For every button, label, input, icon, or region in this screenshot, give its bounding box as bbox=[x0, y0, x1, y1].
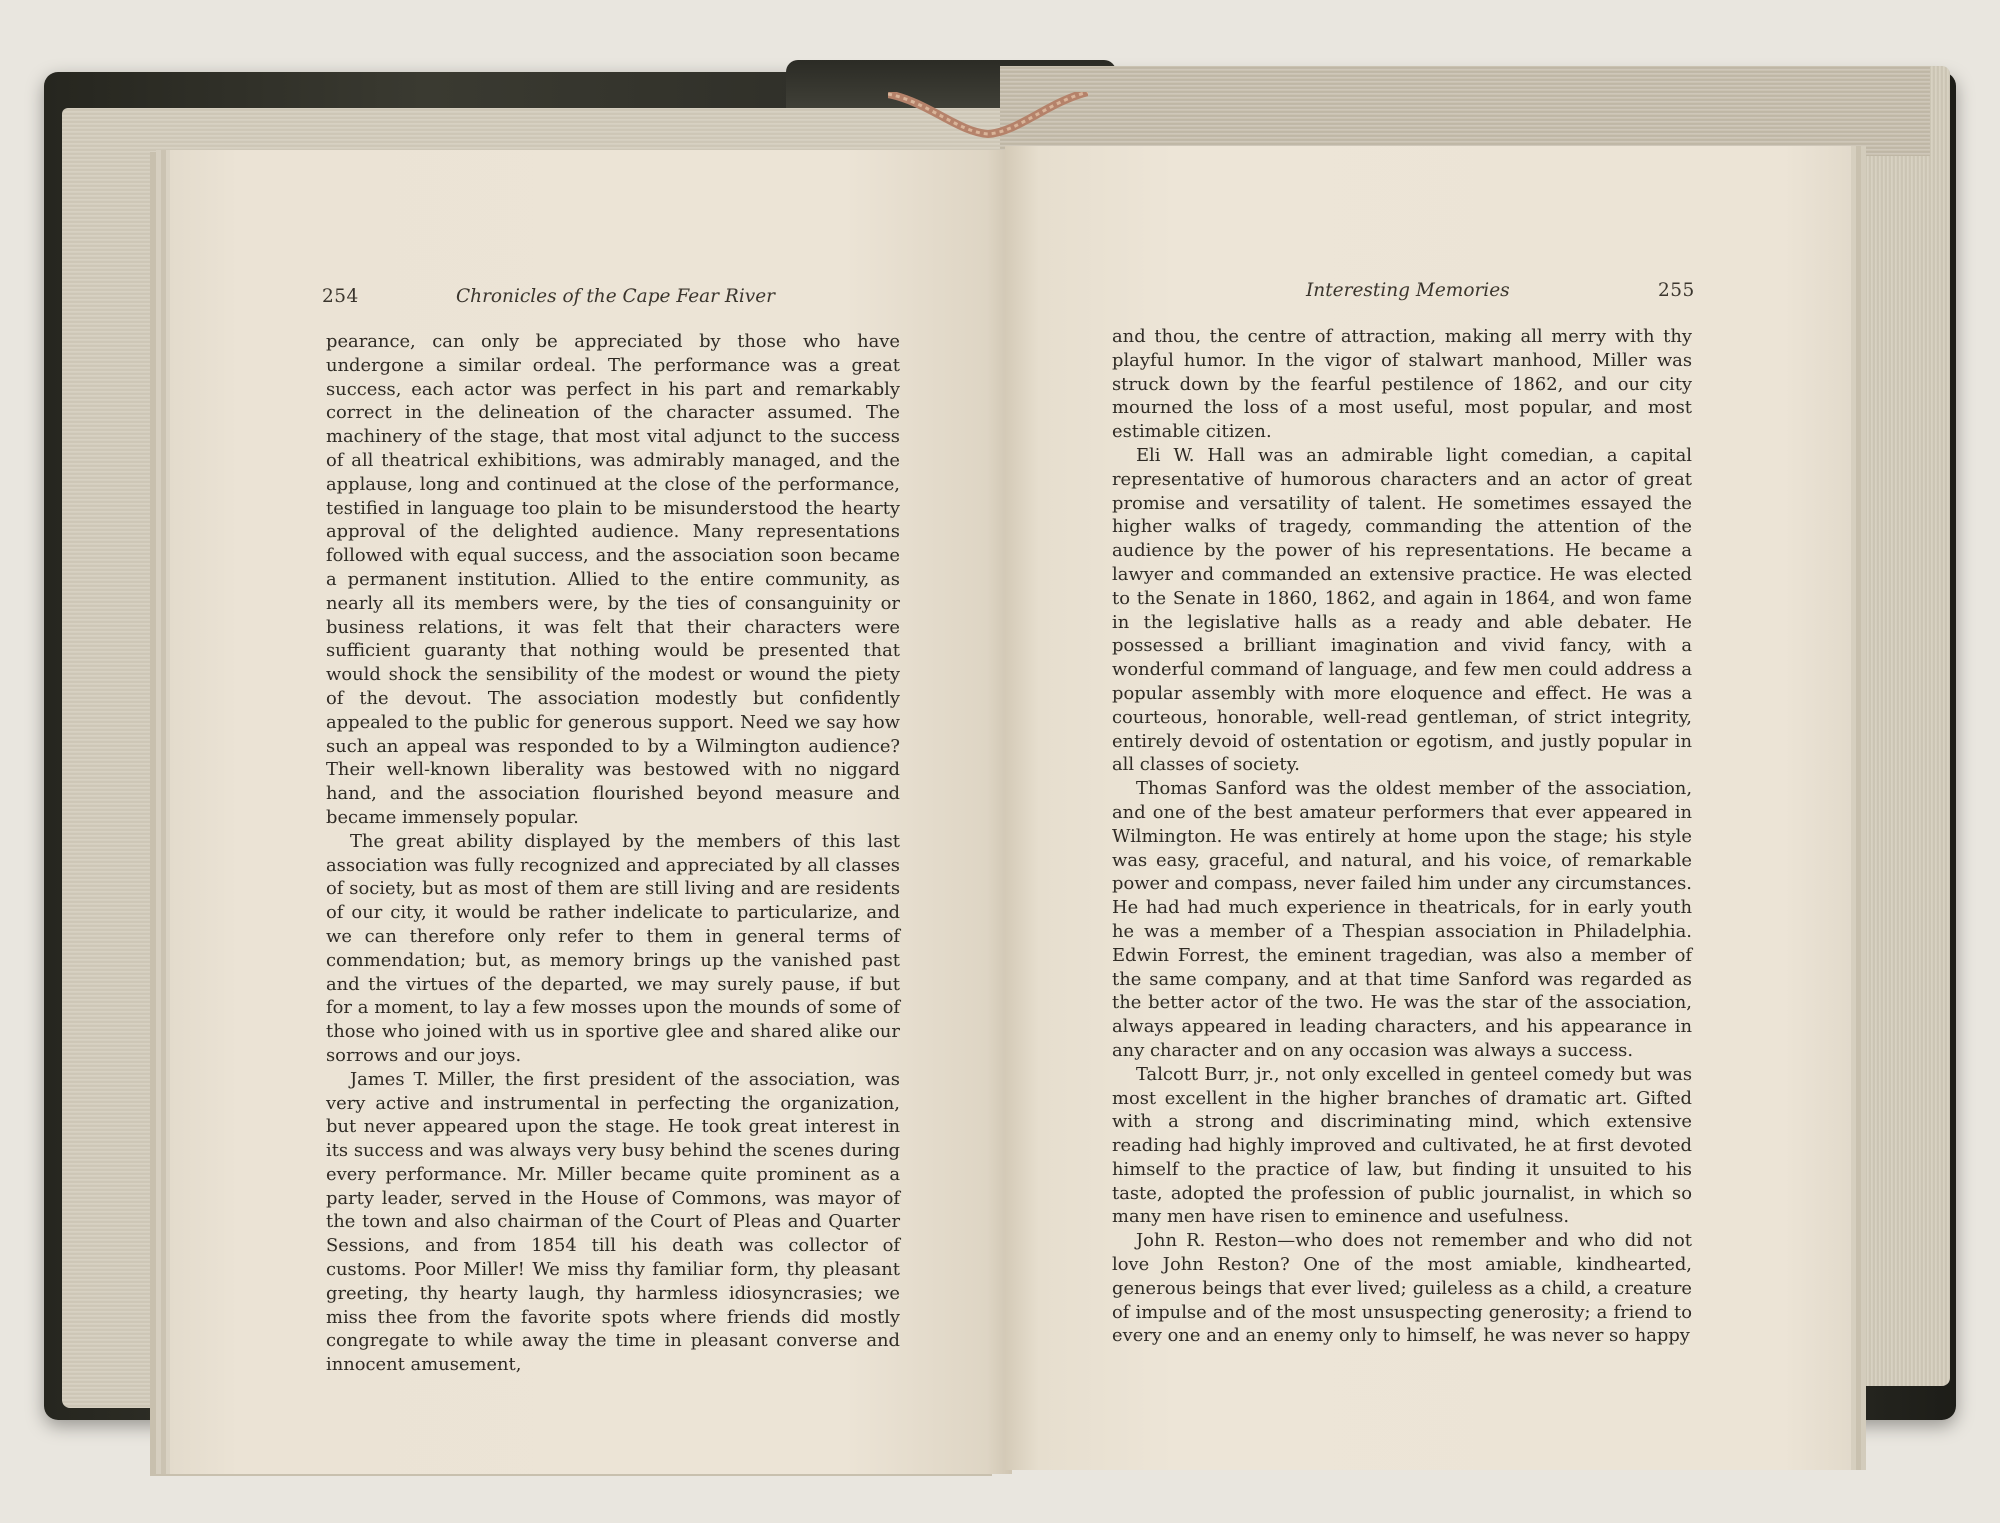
paragraph: Talcott Burr, jr., not only excelled in genteel comedy but was most excellent in the higher branches of dramatic art. Gifted with a strong and discriminating mind, which extensive reading had highly improved and cultivated, he at first devoted himself to the practice of law, but finding it unsuited to his taste, adopted the profession of public journalist, in which so many men have risen to eminence and usefulness. bbox=[1112, 1063, 1692, 1228]
paragraph: pearance, can only be appreciated by those who have undergone a similar ordeal. The performance was a great success, each actor was perfect in his part and remarkably correct in the delineation of the character assumed. The machinery of the stage, that most vital adjunct to the success of all theatrical exhibitions, was admirably managed, and the applause, long and continued at the close of the performance, testified in language too plain to be misunderstood the hearty approval of the delighted audience. Many representations followed with equal success, and the association soon became a permanent institution. Allied to the entire community, as nearly all its members were, by the ties of consanguinity or business relations, it was felt that their characters were sufficient guaranty that nothing would be presented that would shock the sensibility of the modest or wound the piety of the devout. The association modestly but confidently appealed to the public for generous support. Need we say how such an appeal was responded to by a Wilmington audience? Their well-known liberality was bestowed with no niggard hand, and the association flourished beyond measure and became immensely popular. bbox=[326, 331, 900, 828]
paragraph: John R. Reston—who does not remember and who did not love John Reston? One of the most amiable, kindhearted, generous beings that ever lived; guileless as a child, a creature of impulse and of the most unsuspecting generosity; a friend to every one and an enemy only to himself, he was never so happy bbox=[1112, 1230, 1692, 1347]
paragraph: The great ability displayed by the members of this last association was fully recognized and appreciated by all classes of society, but as most of them are still living and are residents of our city, it would be rather indelicate to particularize, and we can therefore only refer to them in general terms of commendation; but, as memory brings up the vanished past and the virtues of the departed, we may surely pause, if but for a moment, to lay a few mosses upon the mounds of some of those who joined with us in sportive glee and shared alike our sorrows and our joys. bbox=[326, 830, 900, 1066]
right-running-title: Interesting Memories bbox=[1306, 280, 1510, 301]
top-page-edges bbox=[1000, 66, 1930, 156]
paragraph: Thomas Sanford was the oldest member of the association, and one of the best amateur performers that ever appeared in Wilmington. He was entirely at home upon the stage; his style was easy, graceful, and natural, and his voice, of remarkable power and compass, never failed him under any circumstances. He had had much experience in theatricals, for in early youth he was a member of a Thespian association in Philadelphia. Edwin Forrest, the eminent tragedian, was also a member of the same company, and at that time Sanford was regarded as the better actor of the two. He was the star of the association, always appeared in leading characters, and his appearance in any character and on any occasion was always a success. bbox=[1112, 778, 1692, 1061]
right-page-body bbox=[1112, 325, 1692, 1348]
paragraph: Eli W. Hall was an admirable light comedian, a capital representative of humorous characters and an actor of great promise and versatility of talent. He sometimes essayed the higher walks of tragedy, commanding the attention of the audience by the power of his representations. He became a lawyer and commanded an extensive practice. He was elected to the Senate in 1860, 1862, and again in 1864, and won fame in the legislative halls as a ready and able debater. He possessed a brilliant imagination and vivid fancy, with a wonderful command of language, and few men could address a popular assembly with more eloquence and effect. He was a courteous, honorable, well-read gentleman, of strict integrity, entirely devoid of ostentation or egotism, and justly popular in all classes of society. bbox=[1112, 444, 1692, 776]
paragraph: and thou, the centre of attraction, making all merry with thy playful humor. In the vigor of stalwart manhood, Miller was struck down by the fearful pestilence of 1862, and our city mourned the loss of a most useful, most popular, and most estimable citizen. bbox=[1112, 326, 1692, 443]
paragraph: James T. Miller, the first president of the association, was very active and instrumental in perfecting the organization, but never appeared upon the stage. He took great interest in its success and was always very busy behind the scenes during every performance. Mr. Miller became quite prominent as a party leader, served in the House of Commons, was mayor of the town and also chairman of the Court of Pleas and Quarter Sessions, and from 1854 till his death was collector of customs. Poor Miller! We miss thy familiar form, thy pleasant greeting, thy hearty laugh, thy harmless idiosyncrasies; we miss thee from the favorite spots where friends did mostly congregate to while away the time in pleasant converse and innocent amusement, bbox=[326, 1068, 900, 1376]
ribbon-bookmark bbox=[888, 92, 1088, 152]
right-page-number: 255 bbox=[1658, 280, 1695, 301]
left-page-number: 254 bbox=[322, 286, 359, 307]
left-running-title: Chronicles of the Cape Fear River bbox=[456, 286, 775, 307]
left-page-body bbox=[326, 330, 900, 1377]
